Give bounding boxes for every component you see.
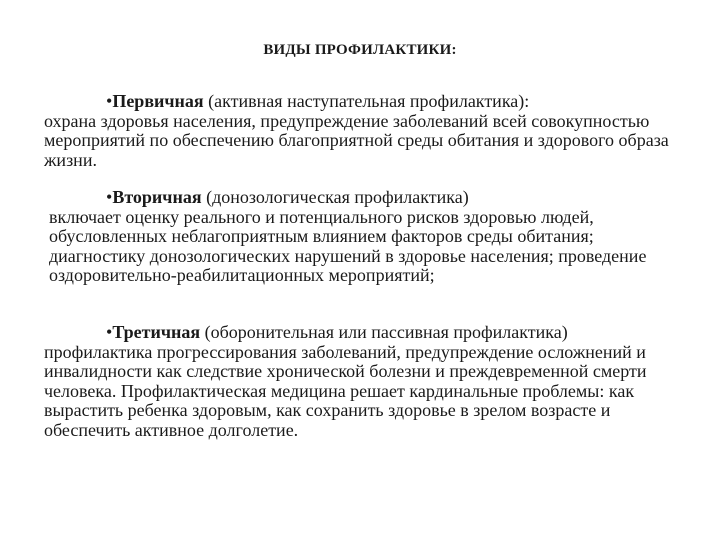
section-heading — [44, 323, 684, 343]
section-text: включает оценку реального и потенциального рисков здоровью людей, обусловленных неблагоприятным влиянием факторов среды обитания; диагностику донозологических нарушений в здоровье населения; проведение оздоровительно-реабилитационных мероприятий; — [49, 206, 647, 286]
section-qualifier: (оборонительная или пассивная профилактика) — [200, 322, 568, 342]
bullet: • — [106, 187, 113, 207]
section-term: Первичная — [112, 91, 204, 111]
section-primary — [44, 92, 684, 170]
section-heading — [44, 188, 684, 208]
section-term: Третичная — [112, 322, 201, 342]
bullet: • — [106, 91, 113, 111]
section-qualifier: (донозологическая профилактика) — [201, 187, 469, 207]
section-term: Вторичная — [112, 187, 202, 207]
section-text: охрана здоровья населения, предупреждение заболеваний всей совокупностью мероприятий по обеспечению благоприятной среды обитания и здорового образа жизни. — [44, 110, 669, 170]
section-secondary — [44, 188, 684, 286]
section-qualifier: (активная наступательная профилактика): — [203, 91, 530, 111]
slide-title: ВИДЫ ПРОФИЛАКТИКИ: — [263, 42, 457, 58]
section-tertiary — [44, 323, 684, 441]
bullet: • — [106, 322, 113, 342]
section-heading — [44, 92, 684, 112]
section-text: профилактика прогрессирования заболеваний, предупреждение осложнений и инвалидности как следствие хронической болезни и преждевременной смерти человека. Профилактическая медицина решает кардинальные проблемы: как вырастить ребенка здоровым, как сохранить здоровье в зрелом возрасте и обеспечить активное долголетие. — [44, 341, 647, 440]
